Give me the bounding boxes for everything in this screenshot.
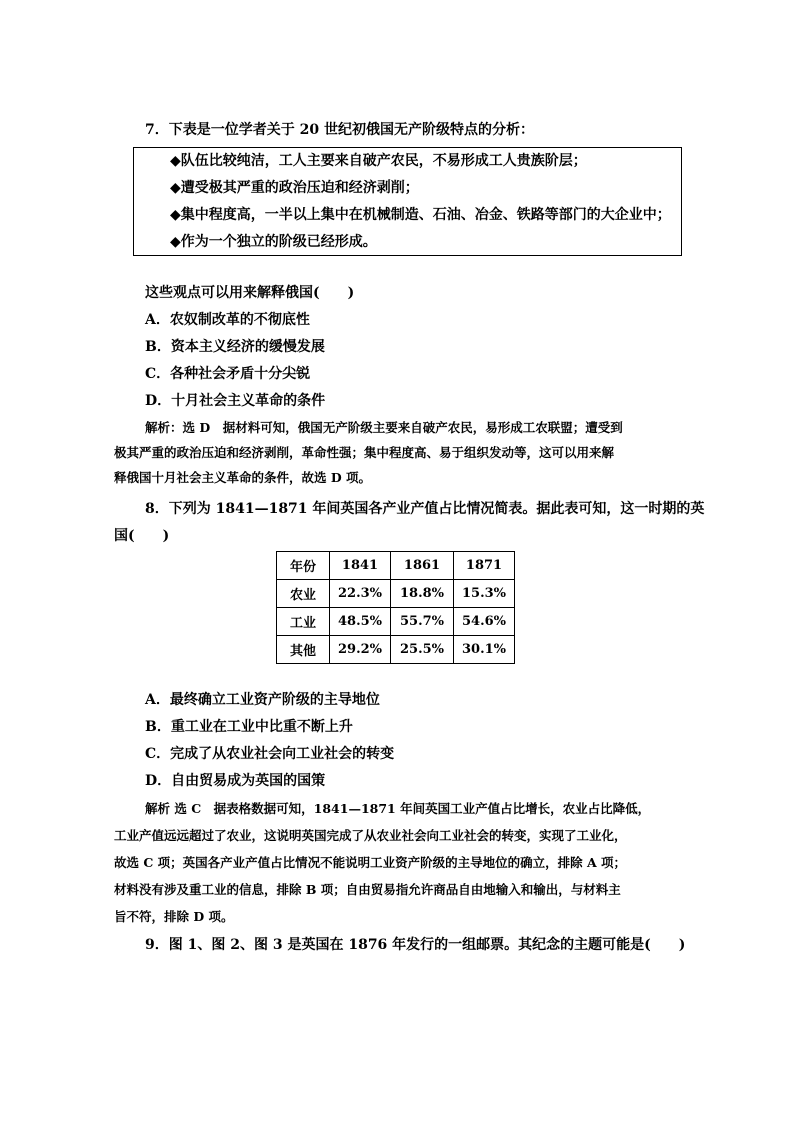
q8-option-a: A．最终确立工业资产阶级的主导地位 (145, 692, 380, 708)
table-cell: 25.5% (391, 636, 454, 664)
table-header-row (277, 552, 515, 580)
table-row (277, 608, 515, 636)
q7-box-line: ◆集中程度高，一半以上集中在机械制造、石油、冶金、铁路等部门的大企业中； (170, 207, 671, 223)
q7-material-box (133, 147, 682, 256)
q7-option-b: B．资本主义经济的缓慢发展 (145, 339, 325, 355)
table-cell: 农业 (277, 580, 330, 608)
q7-analysis-line: 释俄国十月社会主义革命的条件，故选 D 项。 (114, 470, 372, 485)
q7-box-line: ◆队伍比较纯洁，工人主要来自破产农民，不易形成工人贵族阶层； (170, 153, 587, 169)
q7-box-line: ◆作为一个独立的阶级已经形成。 (170, 234, 377, 250)
table-cell: 18.8% (391, 580, 454, 608)
table-header-cell: 1861 (391, 552, 454, 580)
q8-option-c: C．完成了从农业社会向工业社会的转变 (145, 746, 395, 762)
table-header-cell: 年份 (277, 552, 330, 580)
table-header-cell: 1871 (454, 552, 515, 580)
q7-option-a: A．农奴制改革的不彻底性 (145, 312, 310, 328)
q7-analysis-line: 极其严重的政治压迫和经济剥削，革命性强；集中程度高、易于组织发动等，这可以用来解 (114, 445, 615, 460)
table-cell: 工业 (277, 608, 330, 636)
q8-option-b: B．重工业在工业中比重不断上升 (145, 719, 353, 735)
table-header-cell: 1841 (330, 552, 391, 580)
q8-analysis-line: 材料没有涉及重工业的信息，排除 B 项；自由贸易指允许商品自由地输入和输出，与材料主 (114, 882, 621, 897)
table-cell: 其他 (277, 636, 330, 664)
table-cell: 22.3% (330, 580, 391, 608)
q8-data-table (276, 551, 515, 664)
q8-option-d: D．自由贸易成为英国的国策 (145, 773, 326, 789)
q9-stem: 9．图 1、图 2、图 3 是英国在 1876 年发行的一组邮票。其纪念的主题可能是( ) (145, 937, 686, 953)
q8-stem-line: 国( ) (114, 528, 170, 544)
q7-question: 这些观点可以用来解释俄国( ) (145, 285, 355, 301)
q8-analysis-line: 工业产值远远超过了农业，这说明英国完成了从农业社会向工业社会的转变，实现了工业化， (114, 828, 627, 843)
q7-stem: 7．下表是一位学者关于 20 世纪初俄国无产阶级特点的分析： (145, 122, 534, 138)
q7-box-line: ◆遭受极其严重的政治压迫和经济剥削； (170, 180, 419, 196)
table-cell: 48.5% (330, 608, 391, 636)
table-row (277, 580, 515, 608)
q7-option-c: C．各种社会矛盾十分尖锐 (145, 366, 311, 382)
table-cell: 54.6% (454, 608, 515, 636)
table-row (277, 636, 515, 664)
table-cell: 55.7% (391, 608, 454, 636)
q8-analysis-line: 解析 选 C 据表格数据可知，1841—1871 年间英国工业产值占比增长，农业占比降低， (145, 801, 651, 816)
q7-analysis-line: 解析：选 D 据材料可知，俄国无产阶级主要来自破产农民，易形成工农联盟；遭受到 (145, 420, 623, 435)
q8-stem-line: 8．下列为 1841—1871 年间英国各产业产值占比情况简表。据此表可知，这一时期的英 (145, 501, 705, 517)
table-cell: 15.3% (454, 580, 515, 608)
q8-analysis-line: 故选 C 项；英国各产业产值占比情况不能说明工业资产阶级的主导地位的确立，排除 A 项； (114, 855, 627, 870)
q8-analysis-line: 旨不符，排除 D 项。 (114, 909, 234, 924)
q7-option-d: D．十月社会主义革命的条件 (145, 393, 326, 409)
table-cell: 29.2% (330, 636, 391, 664)
table-cell: 30.1% (454, 636, 515, 664)
